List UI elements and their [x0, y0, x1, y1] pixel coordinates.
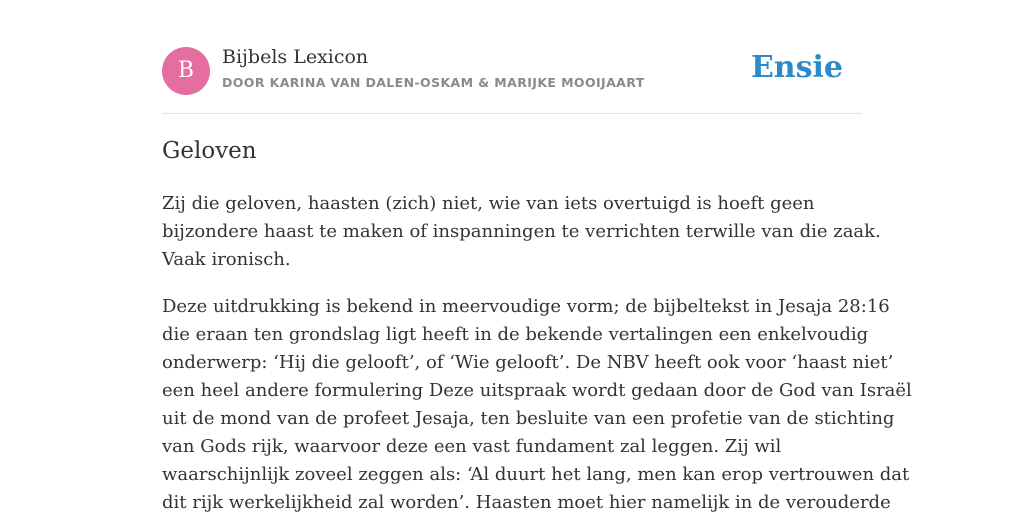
text-line: waarschijnlijk zoveel zeggen als: ‘Al duurt het lang, men kan erop vertrouwen dat — [162, 464, 910, 485]
text-line: een heel andere formulering Deze uitspraak wordt gedaan door de God van Israël — [162, 380, 912, 401]
text-line: die eraan ten grondslag ligt heeft in de bekende vertalingen een enkelvoudig — [162, 324, 869, 345]
text-line: uit de mond van de profeet Jesaja, ten besluite van een profetie van de stichting — [162, 408, 895, 429]
text-line: Zij die geloven, haasten (zich) niet, wie van iets overtuigd is hoeft geen — [162, 193, 815, 214]
entry-body — [162, 190, 912, 512]
avatar[interactable]: B — [162, 47, 210, 95]
brand-logo[interactable]: Ensie — [750, 50, 843, 85]
book-authors: DOOR KARINA VAN DALEN-OSKAM & MARIJKE MOOIJAART — [222, 75, 645, 90]
text-line: Vaak ironisch. — [162, 249, 291, 270]
book-title[interactable]: Bijbels Lexicon — [222, 46, 369, 68]
text-line: dit rijk werkelijkheid zal worden’. Haasten moet hier namelijk in de verouderde — [162, 492, 891, 512]
text-line: van Gods rijk, waarvoor deze een vast fundament zal leggen. Zij wil — [162, 436, 782, 457]
text-line: Deze uitdrukking is bekend in meervoudige vorm; de bijbeltekst in Jesaja 28:16 — [162, 296, 890, 317]
paragraph-2 — [162, 293, 912, 512]
header-divider — [162, 113, 862, 114]
text-line: onderwerp: ‘Hij die gelooft’, of ‘Wie gelooft’. De NBV heeft ook voor ‘haast niet’ — [162, 352, 894, 373]
paragraph-1 — [162, 190, 881, 274]
header — [162, 46, 862, 96]
entry-title: Geloven — [162, 138, 257, 164]
text-line: bijzondere haast te maken of inspanningen te verrichten terwille van die zaak. — [162, 221, 881, 242]
